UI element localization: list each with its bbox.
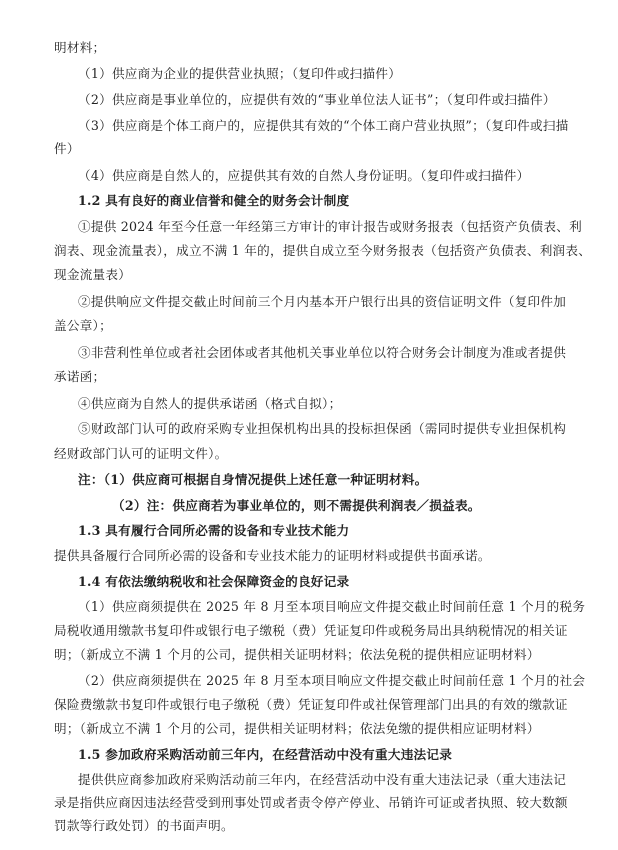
note-line: （2）注：供应商若为事业单位的，则不需提供利润表／损益表。	[112, 498, 481, 513]
text-line: （2）供应商是事业单位的，应提供有效的“事业单位法人证书”；（复印件或扫描件）	[78, 92, 556, 107]
section-heading: 1.4 有依法缴纳税收和社会保障资金的良好记录	[78, 574, 350, 589]
text-line: 提供具备履行合同所必需的设备和专业技术能力的证明材料或提供书面承诺。	[54, 548, 491, 563]
text-line: 明；（新成立不满 1 个月的公司，提供相关证明材料；依法免税的提供相应证明材料）	[54, 647, 540, 662]
text-line: （2）供应商须提供在 2025 年 8 月至本项目响应文件提交截止时间前任意 1 个月的社会	[78, 673, 586, 688]
text-line: （3）供应商是个体工商户的，应提供其有效的“个体工商户营业执照”；（复印件或扫描	[78, 118, 569, 133]
section-heading: 1.3 具有履行合同所必需的设备和专业技术能力	[78, 523, 350, 538]
text-line: 保险费缴款书复印件或银行电子缴税（费）凭证复印件或社保管理部门出具的有效的缴款证	[54, 697, 568, 712]
section-heading: 1.2 具有良好的商业信誉和健全的财务会计制度	[78, 193, 350, 208]
text-line: 经财政部门认可的证明文件）。	[54, 446, 228, 461]
text-line: 润表、现金流量表），成立不满 1 年的，提供自成立至今财务报表（包括资产负债表、利润表、	[54, 243, 592, 258]
text-line: ④供应商为自然人的提供承诺函（格式自拟）；	[78, 396, 342, 411]
text-line: 现金流量表）	[54, 267, 132, 282]
text-line: 承诺函；	[54, 369, 106, 384]
text-line: 件）	[54, 141, 80, 156]
text-line: （4）供应商是自然人的，应提供其有效的自然人身份证明。（复印件或扫描件）	[78, 168, 530, 183]
text-line: 罚款等行政处罚）的书面声明。	[54, 818, 234, 833]
text-line: 录是指供应商因违法经营受到刑事处罚或者责令停产停业、吊销许可证或者执照、较大数额	[54, 795, 568, 810]
text-line: （1）供应商须提供在 2025 年 8 月至本项目响应文件提交截止时间前任意 1 个月的税务	[78, 599, 586, 614]
text-line: ①提供 2024 年至今任意一年经第三方审计的审计报告或财务报表（包括资产负债表、利	[78, 219, 582, 234]
text-line: 提供供应商参加政府采购活动前三年内，在经营活动中没有重大违法记录（重大违法记	[78, 772, 567, 787]
text-line: ⑤财政部门认可的政府采购专业担保机构出具的投标担保函（需同时提供专业担保机构	[78, 421, 567, 436]
text-line: 明材料；	[54, 40, 106, 55]
text-line: ③非营利性单位或者社会团体或者其他机关事业单位以符合财务会计制度为准或者提供	[78, 345, 567, 360]
section-heading: 1.5 参加政府采购活动前三年内，在经营活动中没有重大违法记录	[78, 747, 453, 762]
text-line: 局税收通用缴款书复印件或银行电子缴税（费）凭证复印件或税务局出具纳税情况的相关证	[54, 623, 568, 638]
text-line: 明；（新成立不满 1 个月的公司，提供相关证明材料；依法免缴的提供相应证明材料）	[54, 721, 540, 736]
text-line: （1）供应商为企业的提供营业执照；（复印件或扫描件）	[78, 66, 402, 81]
note-line: 注：（1）供应商可根据自身情况提供上述任意一种证明材料。	[78, 472, 428, 487]
text-line: ②提供响应文件提交截止时间前三个月内基本开户银行出具的资信证明文件（复印件加	[78, 294, 567, 309]
text-line: 盖公章）；	[54, 318, 112, 333]
